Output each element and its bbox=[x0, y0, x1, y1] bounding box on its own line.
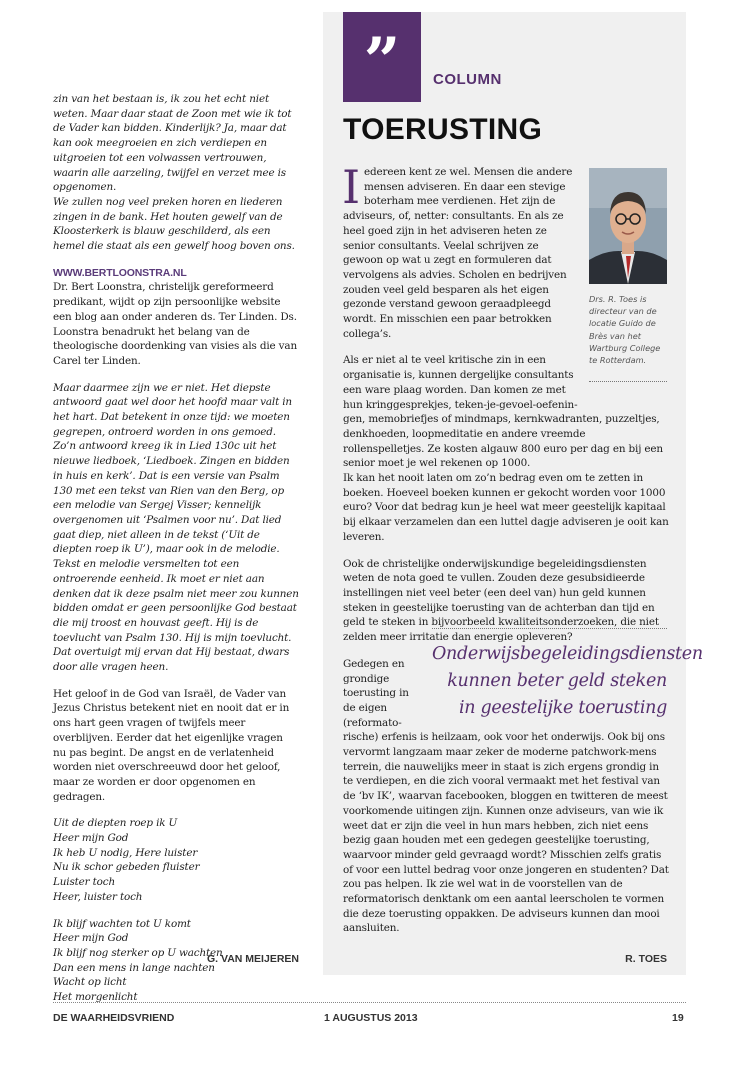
pull-quote: Onderwijsbegeleidingsdiensten kunnen beter geld steken in geestelijke toerusting bbox=[432, 628, 667, 722]
footer-publication: DE WAARHEIDSVRIEND bbox=[53, 1012, 175, 1024]
left-column bbox=[53, 92, 299, 1005]
right-signature: R. TOES bbox=[625, 953, 667, 965]
verse-line: Ik heb U nodig, Here luister bbox=[53, 846, 198, 859]
article-title: TOERUSTING bbox=[343, 113, 543, 146]
verse-line: Nu ik schor gebeden fluister bbox=[53, 861, 200, 874]
right-paragraph-2a: Als er niet al te veel kritische zin in een organisatie is, kunnen dergelijke consultants een ware plaag worden. Dan komen ze met hun kringgesprekjes, teken-je-gevoel-oefenin- bbox=[343, 354, 578, 411]
column-label: COLUMN bbox=[433, 71, 502, 88]
quote-mark-icon: ” bbox=[343, 12, 421, 102]
footer-page-number: 19 bbox=[672, 1012, 684, 1024]
right-paragraph-1: Iedereen kent ze wel. Mensen die andere mensen adviseren. En daar een stevige boterham mee verdienen. Het zijn de adviseurs, of, netter: consultants. En als ze heel goed zijn in het adviseren heten ze senior consultants. Veelal schrijven ze gewoon op wat u zegt en formuleren dat vervolgens als advies. Scholen en bedrijven zouden veel geld besparen als het eigen gezonde verstand gewoon geraadpleegd wordt. En misschien een paar betrokken collega’s. bbox=[342, 160, 573, 340]
right-paragraph-2b: gen, memobriefjes of mindmaps, kernkwadranten, puzzeltjes, denkhoeden, loopmeditatie en andere vreemde rollenspelletjes. Ze kosten algauw 800 euro per dag en bij een senior moet je wel rekenen op 1000. bbox=[343, 413, 663, 470]
caption-divider bbox=[589, 381, 667, 382]
left-paragraph-5: Zo’n antwoord kreeg ik in Lied 130c uit het nieuwe liedboek, ‘Liedboek. Zingen en bidden in huis en kerk’. Dat is een versie van Psalm 130 met een tekst van Rien van den Berg, op een melodie van Sergej Visser; kennelijk overgenomen uit ‘Psalmen voor nu’. Dat lied gaat diep, niet alleen in de tekst (‘Uit de diepten roep ik U’), maar ook in de melodie. Tekst en melodie versmelten tot een ontroerende eenheid. Ik moet er niet aan denken dat ik deze psalm niet meer zou kunnen bidden omdat er geen persoonlijke God bestaat die mij troost en houvast geeft. Hij is de toevlucht van Psalm 130. Hij is mijn toevlucht. Dat overtuigt mij ervan dat Hij bestaat, dwars door alle vragen heen. bbox=[53, 440, 299, 674]
verse-1 bbox=[53, 816, 299, 904]
verse-line: Luister toch bbox=[53, 876, 115, 889]
right-paragraph-4: Ook de christelijke onderwijskundige begeleidingsdiensten weten de nota goed te vullen. Zouden deze gesubsidieerde instellingen niet veel beter (een deel van) hun geld kunnen steken in geestelijke toerusting van de achterban dan tijd en geld te steken in bijvoorbeeld kwaliteitsonderzoeken, die niet zelden meer irritatie dan energie opleveren? bbox=[343, 557, 659, 644]
verse-line: Heer mijn God bbox=[53, 932, 129, 945]
verse-line: Heer mijn God bbox=[53, 832, 129, 845]
footer-date: 1 AUGUSTUS 2013 bbox=[324, 1012, 418, 1024]
verse-line: Uit de diepten roep ik U bbox=[53, 817, 178, 830]
right-paragraph-5a: Gedegen en grondige toerusting in de eigen (reformato- bbox=[343, 657, 409, 729]
left-paragraph-2: We zullen nog veel preken horen en liederen zingen in de bank. Het houten gewelf van de Kloosterkerk is blauw geschilderd, als een hemel die staat als een gewelf hoog boven ons. bbox=[53, 195, 295, 253]
right-paragraph-5b: rische) erfenis is heilzaam, ook voor het onderwijs. Ook bij ons vervormt langzaam maar zeker de moderne patchwork-mens terrein, die nauwelijks meer in staat is zich ergens grondig in te verdiepen, en die zich vooral vermaakt met het festival van de ‘bv IK’, waarvan facebooken, bloggen en twitteren de meest voorkomende uitingen zijn. Kunnen onze adviseurs, van wie ik weet dat er zijn die veel in hun mars hebben, zich niet eens bezig gaan houden met een gedegen geestelijke toerusting, waarvoor minder geld gevraagd wordt? Misschien zelfs gratis of voor een luttel bedrag voor onze jongeren en studenten? Dat zou pas helpen. Ik zie wel wat in de voorstellen van de reformatorisch denktank om een aantal leerscholen te vormen die deze toerusting oppakken. De adviseurs kunnen dan mooi aansluiten. bbox=[343, 731, 669, 935]
verse-line: Dan een mens in lange nachten bbox=[53, 961, 215, 974]
verse-line: Wacht op licht bbox=[53, 976, 127, 989]
verse-line: Ik blijf wachten tot U komt bbox=[53, 917, 191, 930]
right-paragraph-3: Ik kan het nooit laten om zo’n bedrag even om te zetten in boeken. Hoeveel boeken kunnen er gekocht worden voor 1000 euro? Voor dat bedrag kun je heel wat meer geestelijk kapitaal bij elkaar verzamelen dan een luttel dagje adviseren je ooit kan leveren. bbox=[343, 472, 669, 543]
left-paragraph-6: Het geloof in de God van Israël, de Vader van Jezus Christus betekent niet en nooit dat er in ons hart geen vragen of twijfels meer overblijven. Eerder dat het eigenlijke vragen nu pas begint. De angst en de verlatenheid worden niet overschreeuwd door het geloof, maar ze worden er door opgenomen en gedragen. bbox=[53, 687, 290, 803]
photo-caption: Drs. R. Toes is directeur van de locatie Guido de Brès van het Wartburg College te Rotterdam. bbox=[589, 294, 661, 366]
drop-cap: I bbox=[342, 160, 361, 214]
website-link[interactable]: WWW.BERTLOONSTRA.NL bbox=[53, 266, 187, 279]
left-paragraph-1: zin van het bestaan is, ik zou het echt niet weten. Maar daar staat de Zoon met wie ik tot de Vader kan bidden. Kinderlijk? Ja, maar dat kan ook meegroeien en zich verdiepen en uitgroeien tot een volwassen vertrouwen, waarin alle aarzeling, twijfel en verzet mee is opgenomen. bbox=[53, 93, 292, 194]
left-paragraph-4: Maar daarmee zijn we er niet. Het diepste antwoord gaat wel door het hoofd maar valt in het hart. Dat betekent in onze tijd: we moeten gegrepen, ontroerd worden in ons gemoed. bbox=[53, 381, 292, 438]
author-photo bbox=[589, 168, 667, 284]
verse-line: Ik blijf nog sterker op U wachten bbox=[53, 946, 223, 959]
footer-divider bbox=[53, 1002, 686, 1003]
verse-line: Het morgenlicht bbox=[53, 991, 138, 1004]
left-signature: G. VAN MEIJEREN bbox=[207, 953, 299, 965]
verse-line: Heer, luister toch bbox=[53, 890, 143, 903]
left-paragraph-3: Dr. Bert Loonstra, christelijk gereformeerd predikant, wijdt op zijn persoonlijke website een blog aan onder anderen ds. Ter Linden. Ds. Loonstra benadrukt het belang van de theologische doordenking van visies als die van Carel ter Linden. bbox=[53, 281, 297, 367]
